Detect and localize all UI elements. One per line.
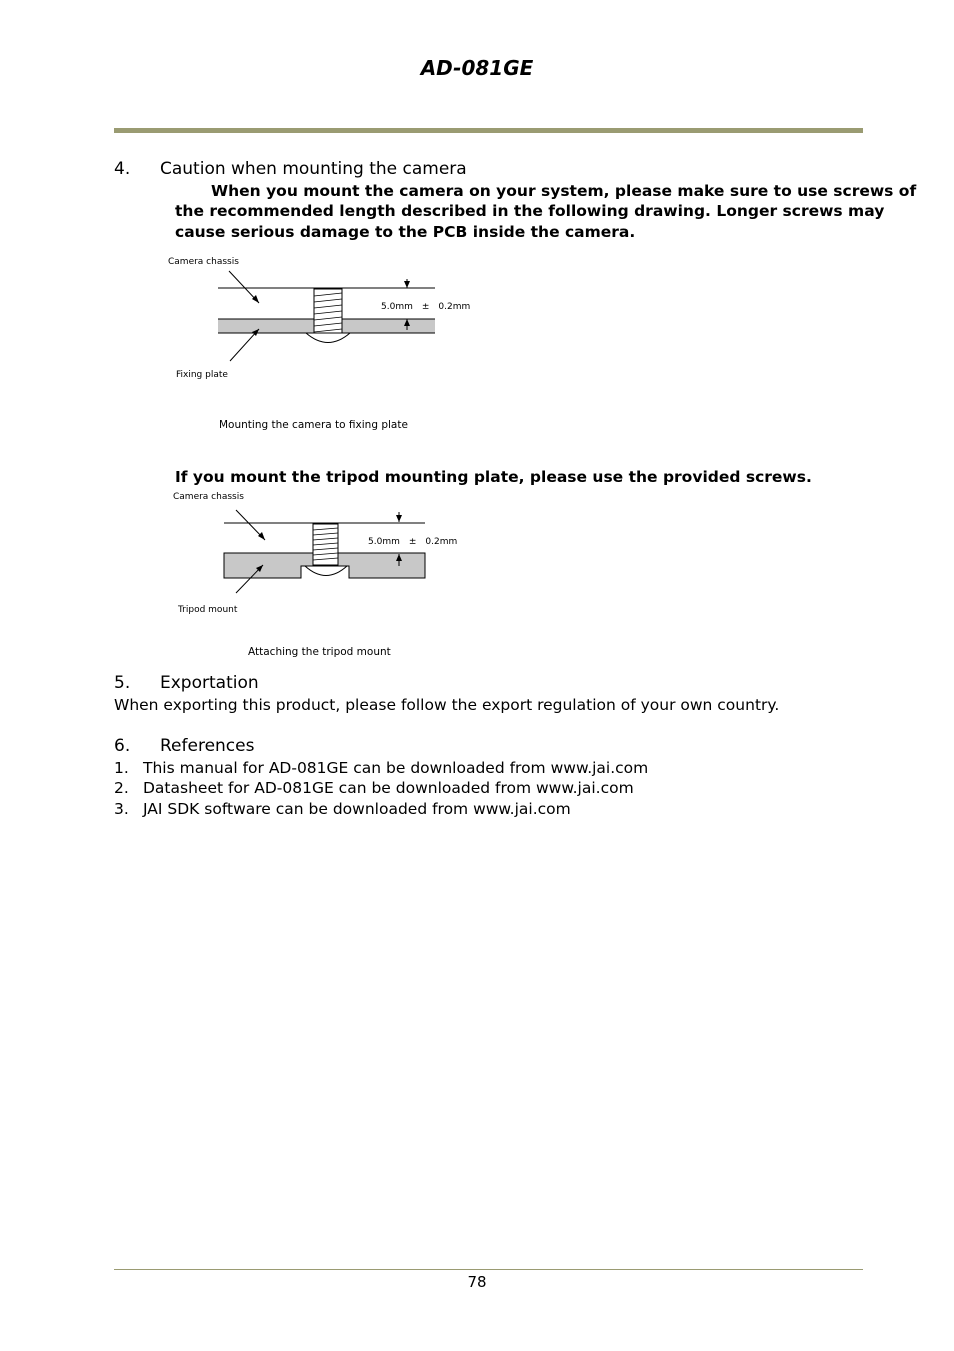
page-number: 78 — [467, 1273, 487, 1291]
section-6-number: 6. — [114, 736, 131, 756]
tripod-screw-head — [305, 566, 347, 576]
figure1-chassis-label: Camera chassis — [168, 257, 239, 267]
tripod-note: If you mount the tripod mounting plate, please use the provided screws. — [175, 468, 812, 486]
warning-line-3: cause serious damage to the PCB inside the camera. — [175, 223, 636, 241]
section-4-title: Caution when mounting the camera — [160, 159, 467, 179]
footer-rule — [114, 1269, 863, 1270]
figure2-mount-label: Tripod mount — [178, 605, 238, 615]
reference-item: JAI SDK software can be downloaded from www.jai.com — [143, 800, 571, 818]
warning-line-2: the recommended length described in the following drawing. Longer screws may — [175, 202, 885, 220]
figure2-caption: Attaching the tripod mount — [248, 646, 391, 658]
section-5-number: 5. — [114, 673, 131, 693]
reference-number: 1. — [114, 759, 129, 777]
figure1-plate-label: Fixing plate — [176, 370, 228, 380]
reference-number: 2. — [114, 779, 129, 797]
figure1-dimension-label: 5.0mm ± 0.2mm — [381, 302, 471, 312]
section-6-title: References — [160, 736, 255, 756]
figure1-caption: Mounting the camera to fixing plate — [219, 419, 408, 431]
section-4-number: 4. — [114, 159, 131, 179]
exportation-text: When exporting this product, please follow the export regulation of your own country. — [114, 696, 780, 714]
document-title: AD-081GE — [420, 56, 534, 80]
section-5-title: Exportation — [160, 673, 259, 693]
warning-line-1: When you mount the camera on your system, please make sure to use screws of — [211, 182, 917, 200]
reference-item: This manual for AD-081GE can be downloaded from www.jai.com — [143, 759, 649, 777]
figure2-dimension-label: 5.0mm ± 0.2mm — [368, 537, 458, 547]
reference-item: Datasheet for AD-081GE can be downloaded from www.jai.com — [143, 779, 634, 797]
reference-number: 3. — [114, 800, 129, 818]
figure2-chassis-label: Camera chassis — [173, 492, 244, 502]
